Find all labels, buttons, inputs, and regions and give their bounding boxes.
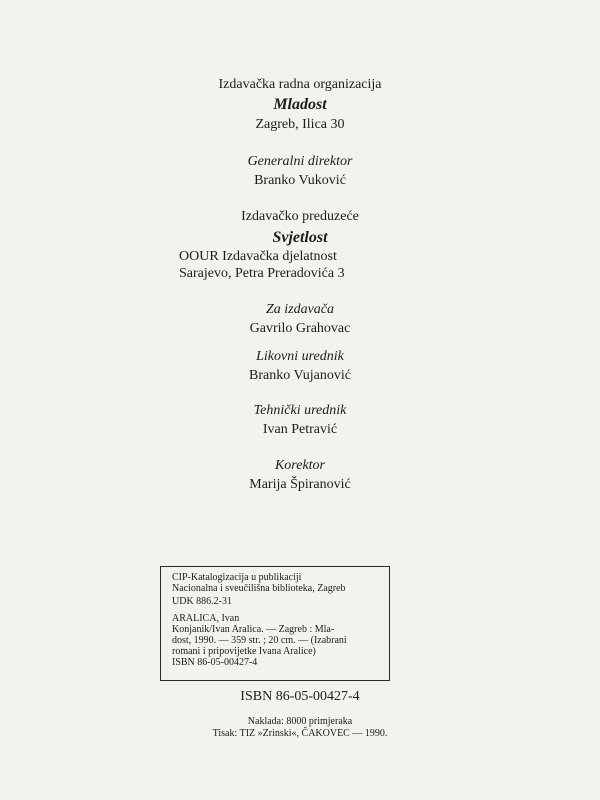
- publisher-1-label: Izdavačka radna organizacija: [218, 77, 382, 92]
- publisher-2-address: Sarajevo, Petra Preradovića 3: [179, 266, 345, 281]
- director-block: [0, 153, 600, 189]
- cip-heading: CIP-Katalogizacija u publikaciji: [172, 572, 302, 583]
- art-editor-block: [0, 348, 600, 384]
- publisher-2-unit: OOUR Izdavačka djelatnost: [179, 249, 337, 264]
- isbn-line: ISBN 86-05-00427-4: [240, 689, 360, 704]
- print-info: [0, 716, 600, 740]
- cip-library: Nacionalna i sveučilišna biblioteka, Zagreb: [172, 583, 346, 594]
- for-publisher-role: Za izdavača: [265, 302, 335, 317]
- publisher-2-block: [0, 208, 600, 248]
- cip-desc-2: dost, 1990. — 359 str. ; 20 cm. — (Izabrani: [172, 635, 347, 646]
- cip-desc-3: romani i pripovijetke Ivana Aralice): [172, 646, 316, 657]
- cip-isbn: ISBN 86-05-00427-4: [172, 657, 258, 668]
- cip-author: ARALICA, Ivan: [172, 613, 240, 624]
- director-role: Generalni direktor: [247, 154, 353, 169]
- art-editor-role: Likovni urednik: [256, 349, 344, 364]
- cip-desc-1: Konjanik/Ivan Aralica. — Zagreb : Mla-: [172, 624, 335, 635]
- proofreader-role: Korektor: [274, 458, 326, 473]
- proofreader-name: Marija Špiranović: [249, 477, 351, 492]
- for-publisher-block: [0, 301, 600, 337]
- art-editor-name: Branko Vujanović: [249, 368, 351, 383]
- tech-editor-role: Tehnički urednik: [253, 403, 347, 418]
- tech-editor-name: Ivan Petravić: [262, 422, 338, 437]
- publisher-1-name: Mladost: [273, 96, 327, 113]
- publisher-2-label: Izdavačko preduzeće: [241, 209, 359, 224]
- cip-record-box: [160, 566, 390, 681]
- director-name: Branko Vuković: [254, 173, 346, 188]
- publisher-2-details: [179, 248, 479, 282]
- for-publisher-name: Gavrilo Grahovac: [249, 321, 351, 336]
- publisher-1-address: Zagreb, Ilica 30: [255, 117, 345, 132]
- proofreader-block: [0, 457, 600, 493]
- cip-udk: UDK 886.2-31: [172, 596, 232, 607]
- print-run: Naklada: 8000 primjeraka: [247, 716, 353, 727]
- publisher-2-name: Svjetlost: [272, 229, 328, 246]
- tech-editor-block: [0, 402, 600, 438]
- publisher-1-block: [0, 76, 600, 133]
- printer: Tisak: TIZ »Zrinski«, ČAKOVEC — 1990.: [212, 728, 388, 739]
